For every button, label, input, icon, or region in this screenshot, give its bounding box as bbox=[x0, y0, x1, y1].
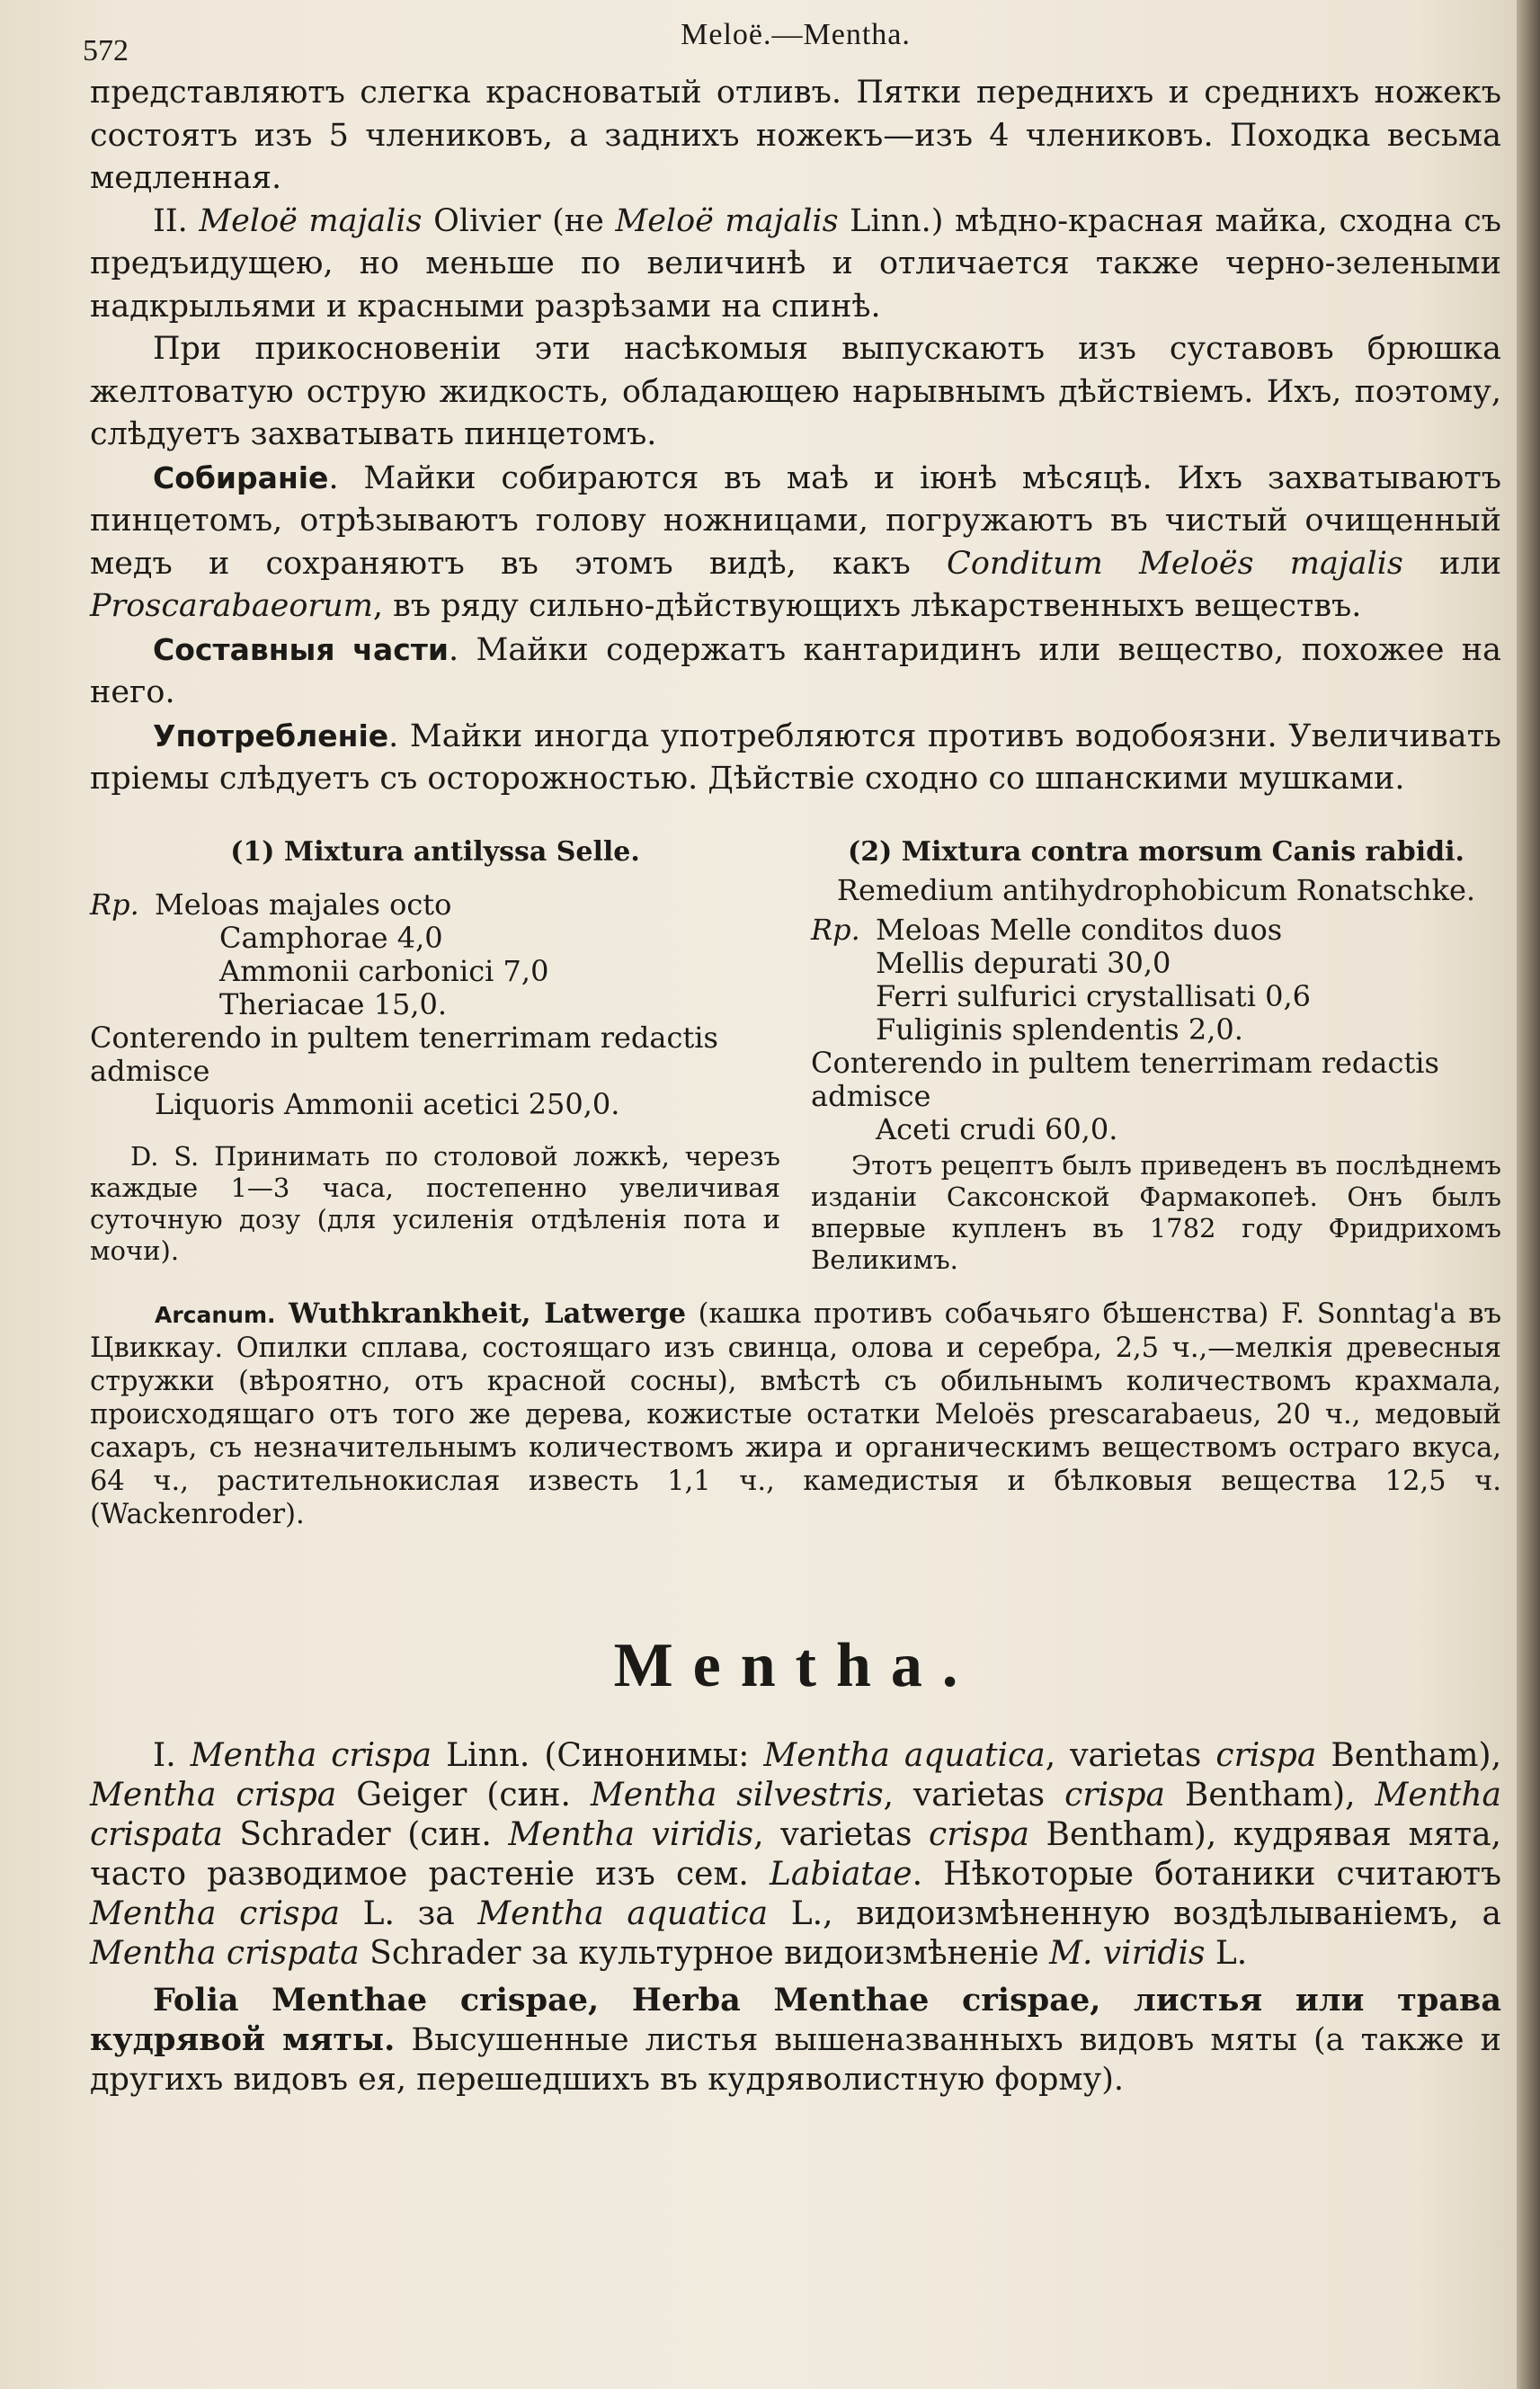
ingredient: Aceti crudi 60,0. bbox=[876, 1111, 1118, 1146]
contact-paragraph: При прикосновеніи эти насѣкомыя выпускаютъ изъ суставовъ брюшка желтоватую острую жидкость, обладающею нарывнымъ дѣйствіемъ. Ихъ, поэтому, слѣдуетъ захватывать пинцетомъ. bbox=[90, 331, 1501, 452]
upotr-paragraph: Употребленіе. Майки иногда употребляются противъ водобоязни. Увеличивать пріемы слѣдуетъ съ осторожностью. Дѣйствіе сходно со шпанскими мушками. bbox=[90, 718, 1501, 797]
recipe-2-title: (2) Mixtura contra morsum Canis rabidi. bbox=[848, 835, 1464, 868]
folia-paragraph: Folia Menthae crispae, Herba Menthae crispae, листья или трава кудрявой мяты. Высушенные листья вышеназванныхъ видовъ мяты (а также и другихъ видовъ ея, перешедшихъ въ кудряволистную форму). bbox=[90, 1981, 1501, 2098]
ingredient: Ammonii carbonici 7,0 bbox=[219, 953, 549, 988]
sobiranie-paragraph: Собираніе. Майки собираются въ маѣ и іюнѣ мѣсяцѣ. Ихъ захватываютъ пинцетомъ, отрѣзываютъ голову ножницами, погружаютъ въ чистый очищенный медъ и сохраняютъ въ этомъ видѣ, какъ Conditum Meloës majalis или Proscarabaeorum, въ ряду сильно-дѣйствующихъ лѣкарственныхъ веществъ. bbox=[90, 459, 1502, 624]
page-header bbox=[83, 14, 1501, 72]
ingredient: Liquoris Ammonii acetici 250,0. bbox=[155, 1086, 620, 1121]
recipe-2 bbox=[811, 835, 1501, 1276]
book-spine-shadow bbox=[1517, 0, 1540, 2389]
ingredient: Camphorae 4,0 bbox=[219, 920, 443, 955]
dosage-instructions: D. S. Принимать по столовой ложкѣ, черезъ каждые 1—3 часа, постепенно увеличивая суточную дозу (для усиленія отдѣленія пота и мочи). bbox=[90, 1140, 780, 1266]
folia-heading: Folia Menthae crispae, Herba Menthae crispae, листья или трава кудрявой мяты. bbox=[90, 1981, 1501, 2058]
page-content bbox=[83, 14, 1502, 2099]
ingredient: Fuliginis splendentis 2,0. bbox=[876, 1012, 1243, 1047]
arcanum-paragraph: Arcanum. Wuthkrankheit, Latwerge (кашка противъ собачьяго бѣшенства) F. Sonntag'a въ Цвиккау. Опилки сплава, состоящаго изъ свинца, олова и серебра, 2,5 ч.,—мелкія древесныя стружки (вѣроятно, отъ красной сосны), вмѣстѣ съ обильнымъ количествомъ крахмала, происходящаго отъ того же дерева, кожистые остатки Meloës prescarabaeus, 20 ч., медовый сахаръ, съ незначительнымъ количествомъ жира и органическимъ веществомъ остраго вкуса, 64 ч., растительнокислая известь 1,1 ч., камедистыя и бѣлковыя вещества 12,5 ч. (Wackenroder). bbox=[90, 1297, 1501, 1530]
upotr-heading: Употребленіе bbox=[153, 718, 389, 753]
intro-paragraph: представляютъ слегка красноватый отливъ. Пятки переднихъ и среднихъ ножекъ состоятъ изъ 5 члениковъ, а заднихъ ножекъ—изъ 4 члениковъ. Походка весьма медленная. bbox=[90, 75, 1501, 196]
recipes bbox=[90, 835, 1501, 1276]
ingredient: Mellis depurati 30,0 bbox=[876, 945, 1171, 980]
sobiranie-heading: Собираніе bbox=[153, 459, 329, 495]
ingredient: Ferri sulfurici crystallisati 0,6 bbox=[876, 978, 1311, 1013]
sostav-paragraph: Составныя части. Майки содержатъ кантаридинъ или вещество, похожее на него. bbox=[90, 631, 1501, 710]
arcanum-label: Arcanum. bbox=[155, 1301, 276, 1328]
recipe-note: Этотъ рецептъ былъ приведенъ въ послѣднемъ изданіи Саксонской Фармакопеѣ. Онъ былъ впервые купленъ въ 1782 году Фридрихомъ Великимъ. bbox=[811, 1149, 1501, 1275]
conterendo: Conterendo in pultem tenerrimam redactis admisce bbox=[90, 1020, 718, 1088]
running-head: Meloë.—Mentha. bbox=[681, 18, 911, 51]
rx-label: Rp. bbox=[811, 912, 860, 947]
conterendo: Conterendo in pultem tenerrimam redactis admisce bbox=[811, 1045, 1439, 1113]
ingredient: Theriacae 15,0. bbox=[219, 986, 448, 1021]
recipe-1-title: (1) Mixtura antilyssa Selle. bbox=[230, 835, 640, 868]
recipe-2-subtitle: Remedium antihydrophobicum Ronatschke. bbox=[836, 872, 1476, 907]
recipe-1-rx bbox=[90, 888, 780, 1021]
ingredient: Meloas majales octo bbox=[155, 887, 452, 922]
section-title-mentha: Mentha. bbox=[613, 1630, 978, 1700]
species-paragraph: II. Meloë majalis Olivier (не Meloë majalis Linn.) мѣдно-красная майка, сходна съ предъидущею, но меньше по величинѣ и отличается также черно-зелеными надкрыльями и красными разрѣзами на спинѣ. bbox=[90, 202, 1502, 325]
page-number: 572 bbox=[83, 34, 129, 67]
sostav-heading: Составныя части bbox=[153, 631, 450, 667]
recipe-1 bbox=[90, 835, 780, 1276]
rx-label: Rp. bbox=[90, 887, 139, 922]
recipe-2-rx bbox=[811, 914, 1501, 1047]
ingredient: Meloas Melle conditos duos bbox=[876, 912, 1283, 947]
mentha-paragraph: I. Mentha crispa Linn. (Синонимы: Mentha aquatica, varietas crispa Bentham), Mentha crispa Geiger (син. Mentha silvestris, varietas crispa Bentham), Mentha crispata Schrader (син. Mentha viridis, varietas crispa Bentham), кудрявая мята, часто разводимое растеніе изъ сем. Labiatae. Нѣкоторые ботаники считаютъ Mentha crispa L. за Mentha aquatica L., видоизмѣненную воздѣлываніемъ, а Mentha crispata Schrader за культурное видоизмѣненіе M. viridis L. bbox=[90, 1736, 1502, 1972]
arcanum-title: Wuthkrankheit, Latwerge bbox=[275, 1297, 686, 1330]
